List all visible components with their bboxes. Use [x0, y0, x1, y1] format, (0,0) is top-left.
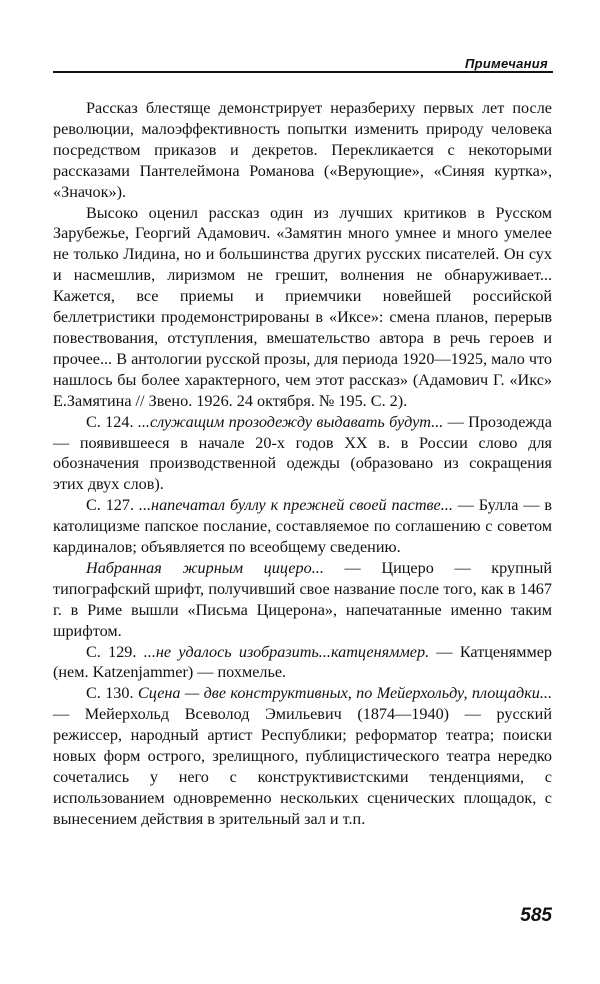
note-text: — Мейерхольд Всеволод Эмильевич (1874—1940) — русский режиссер, народный артист Республики; реформатор театра; поиски новых форм острого, зрелищного, публицистического театра нередко сочетались у него с конструктивистскими тенденциями, с использованием одновременно нескольких сценических площадок, с вынесением действия в зрительный зал и т.п.: [53, 705, 552, 828]
note-paragraph: Рассказ блестяще демонстрирует неразбериху первых лет после революции, малоэффективность попытки изменить природу человека посредством приказов и декретов. Перекликается с некоторыми рассказами Пантелеймона Романова («Верующие», «Синяя куртка», «Значок»).: [53, 99, 552, 201]
note-entry-cicero: [53, 558, 552, 642]
page-number: 585: [520, 905, 552, 926]
note-quote: Сцена — две конструктивных, по Мейерхольду, площадки...: [137, 684, 552, 703]
note-quote: ...не удалось изобразить...катценяммер.: [143, 642, 430, 661]
note-ref: С. 130.: [86, 684, 138, 703]
note-ref: С. 129.: [86, 642, 144, 661]
note-quote: ...напечатал буллу к прежней своей пастве...: [138, 496, 453, 515]
note-ref: С. 124.: [86, 412, 138, 431]
note-text: — Катценяммер (нем. Katzenjammer) — похмелье.: [53, 642, 552, 682]
note-quote: Набранная жирным цицеро...: [86, 558, 324, 577]
header-rule: [53, 71, 553, 73]
note-entry-129: [53, 642, 552, 684]
note-text: — Прозодежда — появившееся в начале 20-х годов XX в. в России слово для обозначения производственной одежды (образовано из сокращения этих двух слов).: [53, 412, 552, 494]
note-entry-124: [53, 412, 552, 496]
notes-body: [53, 98, 552, 830]
running-head: Примечания: [464, 56, 548, 71]
note-text: — Булла — в католицизме папское послание, составляемое по соглашению с советом кардиналов; объявляется по всеобщему сведению.: [53, 496, 552, 557]
note-text: — Цицеро — крупный типографский шрифт, получивший свое название после того, как в 1467 г. в Риме вышли «Письма Цицерона», напечатанные именно таким шрифтом.: [53, 558, 553, 640]
note-entry-127: [53, 495, 552, 558]
note-ref: С. 127.: [86, 496, 139, 515]
note-quote: ...служащим прозодежду выдавать будут...: [137, 412, 444, 431]
note-entry-130: [53, 683, 552, 829]
note-paragraph: Высоко оценил рассказ один из лучших критиков в Русском Зарубежье, Георгий Адамович. «Замятин много умнее и много умелее не только Лидина, но и большинства других русских писателей. Он сух и насмешлив, лиризмом не грешит, волнения не обнаруживает... Кажется, все приемы и приемчики новейшей российской беллетристики продемонстрированы в «Иксе»: смена планов, перерыв повествования, отступления, вмешательство автора в речь героев и прочее... В антологии русской прозы, для периода 1920—1925, мало что нашлось бы более характерного, чем этот рассказ» (Адамович Г. «Икс» Е.Замятина // Звено. 1926. 24 октября. № 195. С. 2).: [53, 203, 552, 410]
